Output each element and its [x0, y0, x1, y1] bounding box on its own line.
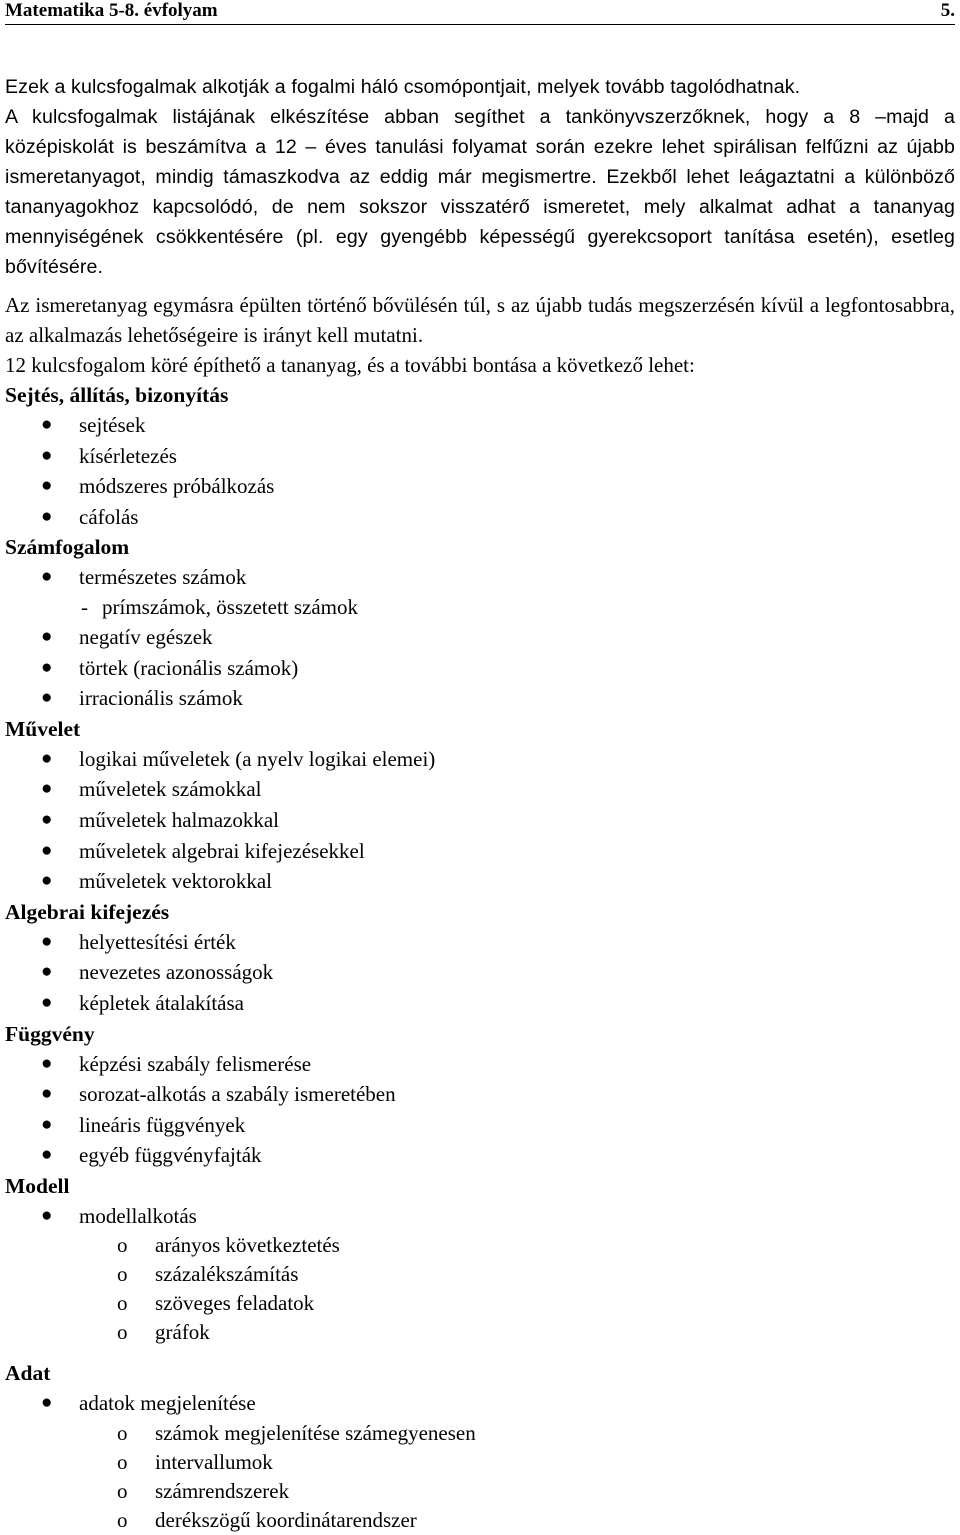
list-item — [5, 866, 955, 897]
bullet-icon: ● — [41, 961, 53, 983]
list-item-label: módszeres próbálkozás — [79, 474, 275, 499]
circle-icon: o — [117, 1450, 128, 1475]
sub-list-item — [5, 1231, 955, 1260]
intro-paragraph-1: Ezek a kulcsfogalmak alkotják a fogalmi háló csomópontjait, melyek tovább tagolódhatnak. — [5, 76, 801, 98]
list-item — [5, 927, 955, 958]
list-item — [5, 805, 955, 836]
bullet-icon: ● — [41, 1113, 53, 1135]
sub-list-item — [5, 1318, 955, 1347]
dash-icon: - — [81, 594, 88, 619]
list-item — [5, 683, 955, 714]
bullet-icon: ● — [41, 808, 53, 830]
bullet-icon: ● — [41, 1392, 53, 1414]
list-item-label: műveletek vektorokkal — [79, 869, 273, 894]
circle-icon: o — [117, 1320, 128, 1345]
list-item — [5, 562, 955, 593]
sub-list-item — [5, 1448, 955, 1477]
sub-list-item-label: prímszámok, összetett számok — [102, 594, 359, 619]
list-item-label: cáfolás — [79, 504, 139, 529]
list-item-label: logikai műveletek (a nyelv logikai elemei) — [79, 746, 436, 771]
list-item-label: műveletek számokkal — [79, 777, 262, 802]
sub-list-item — [5, 1260, 955, 1289]
list-item-label: sejtések — [79, 413, 146, 437]
section-title: Művelet — [5, 716, 81, 741]
section-title: Sejtés, állítás, bizonyítás — [5, 383, 229, 407]
list-item — [5, 1388, 955, 1419]
list-item — [5, 410, 955, 441]
section-title: Függvény — [5, 1021, 95, 1046]
circle-icon: o — [117, 1479, 128, 1504]
list-item — [5, 774, 955, 805]
bullet-icon: ● — [41, 747, 53, 769]
intro-paragraph-3: Az ismeretanyag egymásra épülten történő bővülésén túl, s az újabb tudás megszerzésén kívül a legfontosabbra, az alkalmazás lehetőségeire is irányt kell mutatni. — [5, 293, 955, 347]
page-number: 5. — [940, 0, 955, 21]
list-item — [5, 653, 955, 684]
list-item — [5, 441, 955, 472]
list-item — [5, 1079, 955, 1110]
list-item — [5, 1140, 955, 1171]
list-item-label: egyéb függvényfajták — [79, 1143, 262, 1168]
page-header — [5, 0, 955, 25]
list-item-label: törtek (racionális számok) — [79, 655, 299, 680]
section-title: Modell — [5, 1173, 70, 1198]
sub-list-item — [5, 1289, 955, 1318]
list-item-label: negatív egészek — [79, 624, 213, 649]
list-item-label: adatok megjelenítése — [79, 1391, 256, 1416]
list-item-label: műveletek halmazokkal — [79, 807, 280, 832]
bullet-icon: ● — [41, 475, 53, 497]
bullet-icon: ● — [41, 870, 53, 892]
circle-icon: o — [117, 1262, 128, 1287]
list-item-label: lineáris függvények — [79, 1112, 246, 1137]
sub-list-item — [5, 593, 955, 622]
header-title: Matematika 5-8. évfolyam — [5, 0, 218, 21]
bullet-icon: ● — [41, 444, 53, 466]
list-item-label: műveletek algebrai kifejezésekkel — [79, 838, 365, 863]
list-item — [5, 836, 955, 867]
circle-icon: o — [117, 1291, 128, 1316]
list-item — [5, 1110, 955, 1141]
list-item-label: képletek átalakítása — [79, 990, 244, 1015]
intro-paragraph-2: A kulcsfogalmak listájának elkészítése abban segíthet a tankönyvszerzőknek, hogy a 8 –majd a középiskolát is beszámítva a 12 – éves tanulási folyamat során ezekre lehet spirálisan felfűzni az újabb ismeretanyagot, mindig támaszkodva az eddig már megismertre. Ezekből lehet leágaztatni a különböző tananyagokhoz kapcsolódó, de nem sokszor visszatérő ismeretet, mely alkalmat adhat a tananyag mennyiségének csökkentésére (pl. egy gyengébb képességű gyerekcsoport tanítása esetén), esetleg bővítésére. — [5, 106, 955, 278]
list-item — [5, 471, 955, 502]
list-item-label: sorozat-alkotás a szabály ismeretében — [79, 1082, 396, 1107]
circle-icon: o — [117, 1421, 128, 1446]
bullet-icon: ● — [41, 1204, 53, 1226]
bullet-icon: ● — [41, 656, 53, 678]
list-item — [5, 1201, 955, 1232]
intro-paragraph-4: 12 kulcsfogalom köré építhető a tananyag, és a további bontása a következő lehet: — [5, 353, 695, 377]
list-item — [5, 957, 955, 988]
sub-list-item-label: gráfok — [155, 1320, 210, 1345]
list-item-label: helyettesítési érték — [79, 929, 236, 954]
list-item-label: természetes számok — [79, 565, 247, 590]
sub-list-item-label: intervallumok — [155, 1450, 273, 1475]
list-item-label: irracionális számok — [79, 686, 243, 711]
bullet-icon: ● — [41, 1144, 53, 1166]
bullet-icon: ● — [41, 839, 53, 861]
bullet-icon: ● — [41, 414, 53, 435]
sub-list-item-label: százalékszámítás — [155, 1262, 299, 1287]
bullet-icon: ● — [41, 687, 53, 709]
sub-list-item-label: derékszögű koordinátarendszer — [155, 1508, 417, 1533]
list-item — [5, 1049, 955, 1080]
sub-list-item-label: számrendszerek — [155, 1479, 290, 1504]
section-title: Adat — [5, 1361, 51, 1386]
bullet-icon: ● — [41, 566, 53, 588]
bullet-icon: ● — [41, 778, 53, 800]
sub-list-item — [5, 1477, 955, 1506]
sub-list-item-label: szöveges feladatok — [155, 1291, 315, 1316]
sub-list-item-label: arányos következtetés — [155, 1233, 340, 1258]
section-title: Számfogalom — [5, 535, 130, 560]
list-item — [5, 744, 955, 775]
bullet-icon: ● — [41, 505, 53, 527]
bullet-icon: ● — [41, 930, 53, 952]
list-item — [5, 622, 955, 653]
list-item — [5, 502, 955, 533]
section-title: Algebrai kifejezés — [5, 899, 170, 924]
bullet-icon: ● — [41, 625, 53, 647]
circle-icon: o — [117, 1233, 128, 1258]
sub-list-item-label: számok megjelenítése számegyenesen — [155, 1421, 476, 1446]
list-item-label: képzési szabály felismerése — [79, 1051, 312, 1076]
bullet-icon: ● — [41, 1083, 53, 1105]
sub-list-item — [5, 1506, 955, 1535]
list-item — [5, 988, 955, 1019]
bullet-icon: ● — [41, 991, 53, 1013]
sub-list-item — [5, 1419, 955, 1448]
list-item-label: modellalkotás — [79, 1203, 197, 1228]
list-item-label: kísérletezés — [79, 443, 177, 468]
bullet-icon: ● — [41, 1052, 53, 1074]
document-body — [5, 72, 955, 1535]
list-item-label: nevezetes azonosságok — [79, 960, 274, 985]
circle-icon: o — [117, 1508, 128, 1533]
